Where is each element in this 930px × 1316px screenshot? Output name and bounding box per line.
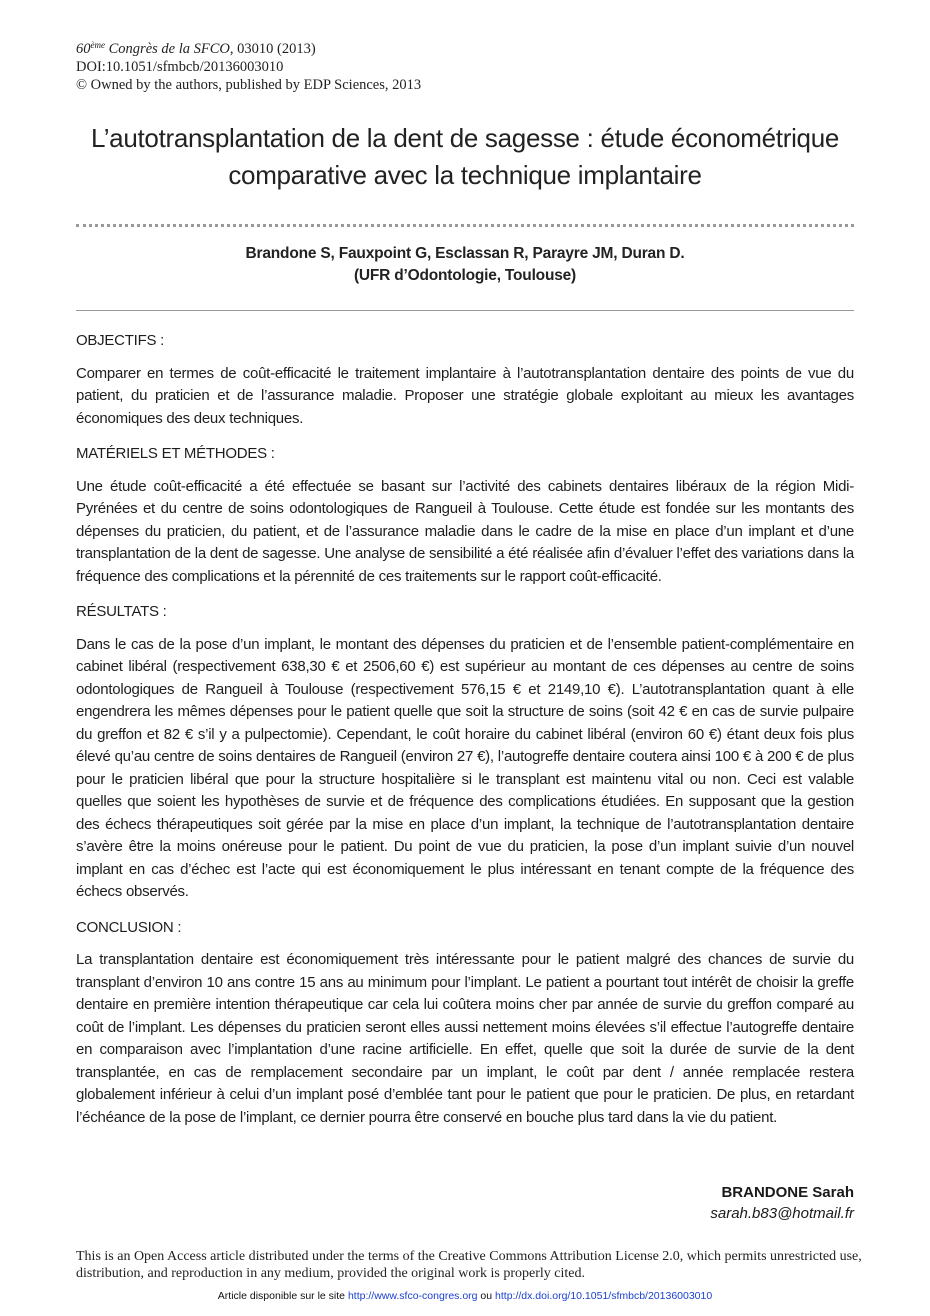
- conference-superscript: ème: [90, 40, 105, 50]
- conference-line: [76, 36, 421, 58]
- resultats-paragraph: Dans le cas de la pose d’un implant, le montant des dépenses du praticien et de l’ensemble patient-complémentaire en cabinet libéral (respectivement 638,30 € et 2506,60 €) est supérieur au montant de ces dépenses au centre de soins odontologiques de Rangueil à Toulouse (respectivement 576,15 € et 2149,10 €). L’autotransplantation quant à elle engendrera les mêmes dépenses pour le patient quelle que soit la structure de soins (soit 42 € en cas de survie pulpaire du greffon et 82 € s’il y a pulpectomie). Cependant, le coût horaire du cabinet libéral (environ 60 €) étant deux fois plus élevé qu’au centre de soins dentaires de Rangueil (environ 27 €), l’autogreffe dentaire coutera ainsi 100 € à 200 € de plus pour le praticien libéral que pour la structure hospitalière si le transplant est maintenu vital ou non. Ceci est valable quelles que soient les hypothèses de survie et de fréquence des complications étudiées. En supposant que la gestion des échecs thérapeutiques soit gérée par la mise en place d’un implant, la technique de l’autotransplantation dentaire s’avère être la moins onéreuse pour le patient. Du point de vue du praticien, la pose d’un implant suivie d’un nouvel implant en cas d’échec est l’acte qui est économiquement le plus intéressant en tenant compte de la fréquence des échecs observés.: [76, 635, 854, 900]
- signature-email: sarah.b83@hotmail.fr: [710, 1205, 854, 1222]
- dotted-divider: [76, 224, 854, 227]
- author-affiliation: (UFR d’Odontologie, Toulouse): [353, 267, 577, 284]
- footer-prefix: Article disponible sur le site: [217, 1290, 348, 1302]
- doi-link[interactable]: http://dx.doi.org/10.1051/sfmbcb/20136003010: [495, 1290, 713, 1302]
- abstract-body: [76, 330, 854, 1142]
- author-names: Brandone S, Fauxpoint G, Esclassan R, Parayre JM, Duran D.: [245, 245, 685, 262]
- methodes-paragraph: Une étude coût-efficacité a été effectuée se basant sur l’activité des cabinets dentaires libéraux de la région Midi-Pyrénées et du centre de soins odontologiques de Rangueil à Toulouse. Cette étude est fondée sur les montants des dépenses du praticien, du patient, et de l’assurance maladie dans le cadre de la mise en place d’un implant et d’une transplantation de la dent de sagesse. Une analyse de sensibilité a été réalisée afin d’évaluer l’effet des variations dans la fréquence des complications et la pérennité de ces traitements sur le rapport coût-efficacité.: [76, 477, 854, 585]
- conclusion-heading: CONCLUSION :: [76, 918, 182, 936]
- sfco-website-link[interactable]: http://www.sfco-congres.org: [347, 1290, 478, 1302]
- doi-line: DOI:10.1051/sfmbcb/20136003010: [76, 59, 284, 75]
- signature-name: BRANDONE Sarah: [721, 1184, 854, 1201]
- title-line-2: comparative avec la technique implantaire: [228, 160, 702, 190]
- author-block: [76, 243, 854, 287]
- availability-footer: [0, 1290, 930, 1302]
- article-title: [76, 120, 854, 194]
- footer-middle: ou: [477, 1290, 496, 1302]
- conference-number: 60: [76, 41, 91, 57]
- objectifs-heading: OBJECTIFS :: [76, 332, 165, 349]
- section-divider: [76, 310, 854, 311]
- title-line-1: L’autotransplantation de la dent de sagesse : étude économétrique: [90, 123, 840, 153]
- conclusion-paragraph: La transplantation dentaire est économiquement très intéressante pour le patient malgré des chances de survie du transplant d’environ 10 ans contre 15 ans au minimum pour l’implant. Le patient a pourtant tout intérêt de choisir la greffe dentaire en première intention thérapeutique car cela lui coûtera moins cher par année de survie du greffon comparé au coût de l’implant. Les dépenses du praticien seront elles aussi nettement moins élevées s’il effectue l’autogreffe dentaire en comparaison avec l’implantation d’une racine artificielle. En effet, quelle que soit la durée de survie de la dent transplantée, en cas de remplacement secondaire par un implant, le coût par dent / année remplacée restera globalement inférieur à celui d’un implant posé d’emblée tant pour le patient que pour le praticien. De plus, en retardant l’échéance de la pose de l’implant, ce dernier pourra être conservé en bouche plus tard dans la vie du patient.: [76, 951, 854, 1126]
- objectifs-paragraph: Comparer en termes de coût-efficacité le traitement implantaire à l’autotransplantation dentaire des points de vue du patient, du praticien et de l’assurance maladie. Proposer une stratégie globale exploitant au mieux les avantages économiques des deux techniques.: [76, 364, 854, 427]
- publication-header: [76, 36, 421, 94]
- resultats-heading: RÉSULTATS :: [76, 603, 167, 620]
- methodes-heading: MATÉRIELS ET MÉTHODES :: [76, 445, 275, 462]
- conference-name: Congrès de la SFCO: [105, 41, 230, 57]
- license-notice: This is an Open Access article distributed under the terms of the Creative Commons Attribution License 2.0, which permits unrestricted use, distribution, and reproduction in any medium, provided the original work is properly cited.: [76, 1249, 862, 1281]
- signature-block: [710, 1182, 854, 1224]
- conference-ref: , 03010 (2013): [229, 41, 316, 57]
- copyright-line: © Owned by the authors, published by EDP Sciences, 2013: [76, 77, 422, 93]
